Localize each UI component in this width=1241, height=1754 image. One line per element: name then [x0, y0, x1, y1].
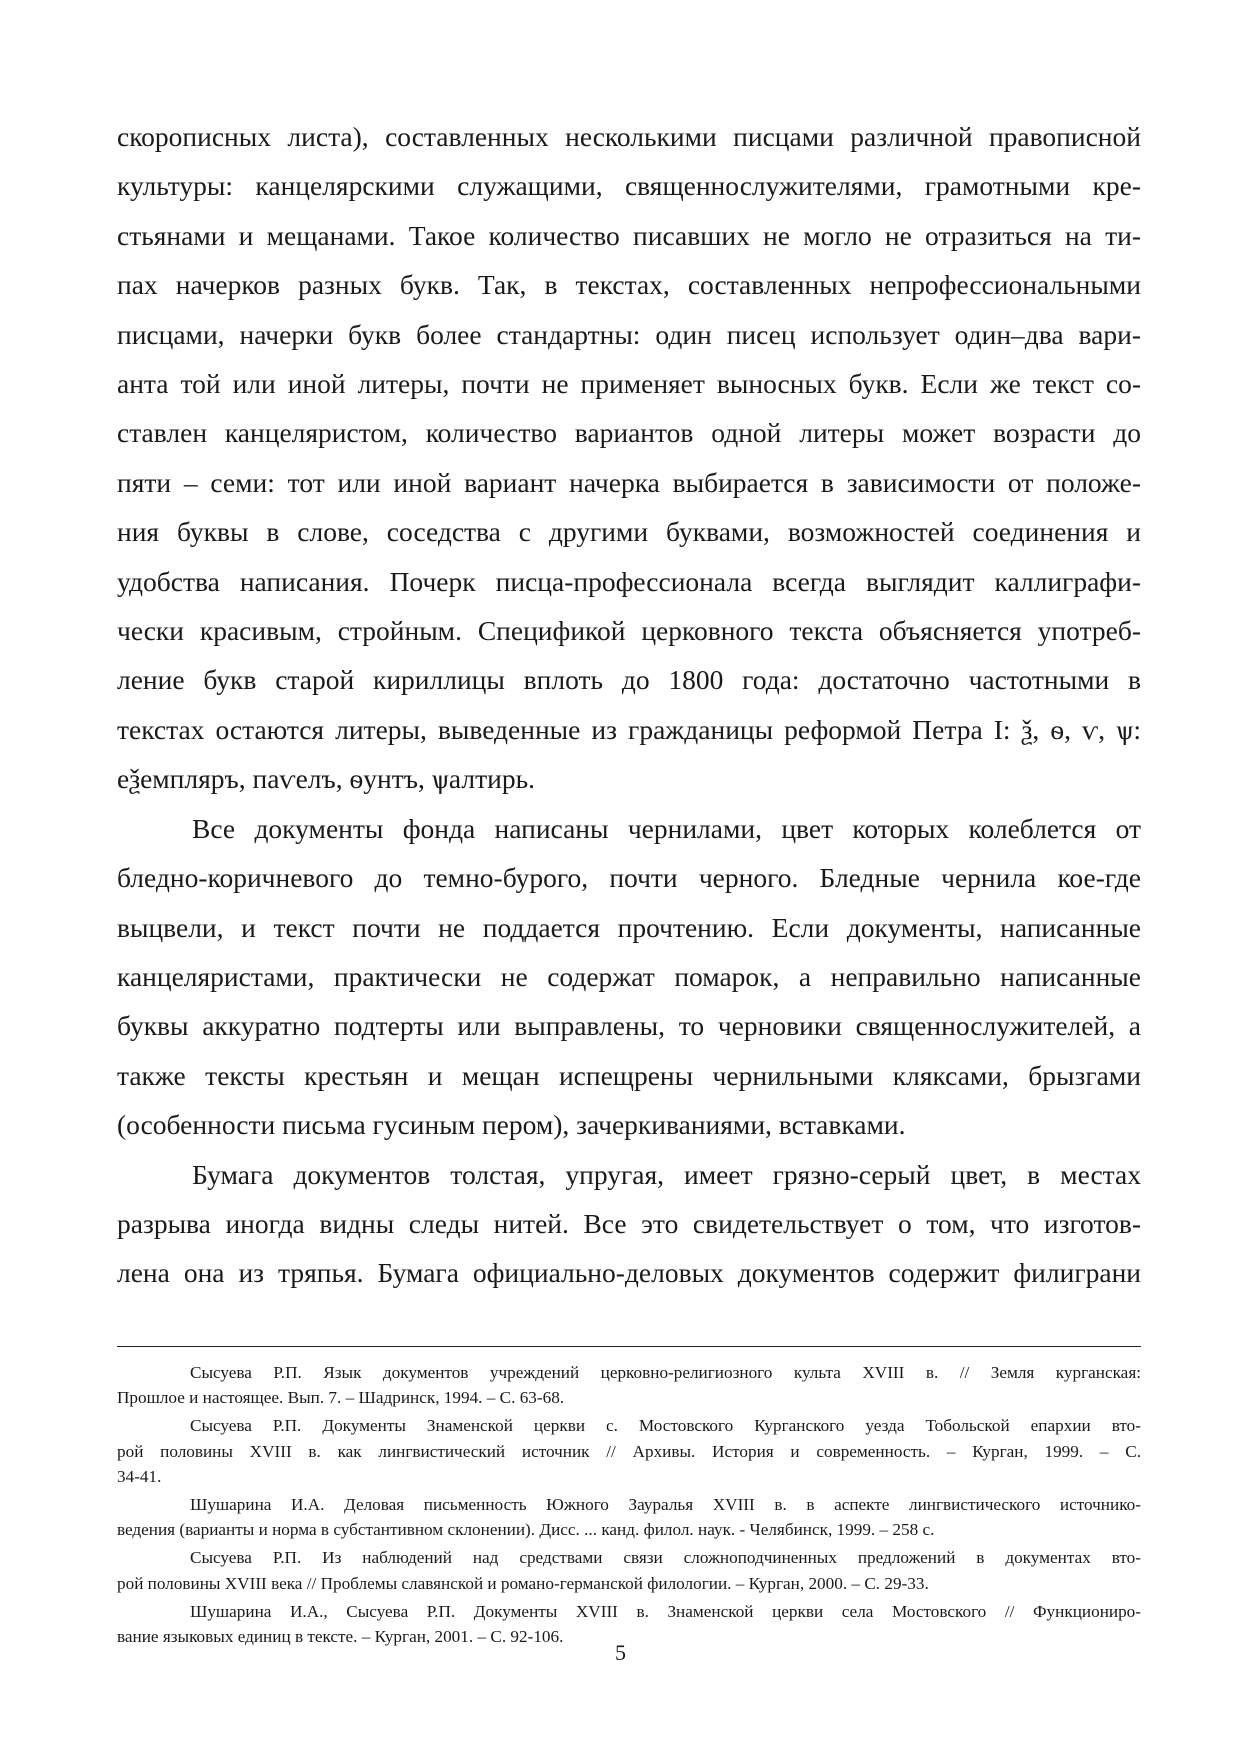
- text-line: ставлен канцеляристом, количество вариантов одной литеры может возрасти до: [117, 417, 1141, 449]
- text-line: бледно-коричневого до темно-бурого, почти черного. Бледные чернила кое-где: [117, 862, 1141, 894]
- footnotes: [117, 1360, 1141, 1652]
- text-line: еѯемпляръ, паѵелъ, ѳунтъ, ѱалтирь.: [117, 763, 535, 795]
- text-line: чески красивым, стройным. Спецификой церковного текста объясняется употреб-: [117, 615, 1141, 647]
- text-line: ния буквы в слове, соседства с другими буквами, возможностей соединения и: [117, 516, 1141, 548]
- footnote-line: Шушарина И.А., Сысуева Р.П. Документы XVIII в. Знаменской церкви села Мостовского // Функциониро-: [190, 1601, 1141, 1621]
- text-line: Бумага документов толстая, упругая, имеет грязно-серый цвет, в местах: [192, 1158, 1141, 1190]
- text-line: пах начерков разных букв. Так, в текстах, составленных непрофессиональными: [117, 269, 1141, 301]
- footnote-3: [117, 1492, 1141, 1542]
- footnote-line: рой половины XVIII века // Проблемы славянской и романо-германской филологии. – Курган, 2000. – С. 29-33.: [117, 1573, 929, 1593]
- paragraph-1: [117, 112, 1141, 804]
- text-line: пяти – семи: тот или иной вариант начерка выбирается в зависимости от положе-: [117, 466, 1141, 498]
- paragraph-2: [117, 804, 1141, 1150]
- footnote-line: Сысуева Р.П. Язык документов учреждений церковно-религиозного культа XVIII в. // Земля курганская:: [190, 1363, 1141, 1382]
- footnote-2: [117, 1413, 1141, 1489]
- text-line: канцеляристами, практически не содержат помарок, а неправильно написанные: [117, 960, 1141, 992]
- footnote-4: [117, 1545, 1141, 1595]
- text-line: удобства написания. Почерк писца-профессионала всегда выглядит каллиграфи-: [117, 565, 1141, 597]
- text-line: лена она из тряпья. Бумага официально-деловых документов содержит филиграни: [117, 1257, 1141, 1289]
- text-line: культуры: канцелярскими служащими, священнослужителями, грамотными кре-: [117, 170, 1141, 202]
- page-number: 5: [615, 1640, 626, 1665]
- text-line: разрыва иногда видны следы нитей. Все это свидетельствует о том, что изготов-: [117, 1207, 1141, 1239]
- text-line: текстах остаются литеры, выведенные из гражданицы реформой Петра I: ѯ, ѳ, ѵ, ѱ:: [117, 713, 1141, 745]
- text-line: анта той или иной литеры, почти не применяет выносных букв. Если же текст со-: [117, 368, 1141, 400]
- text-line: выцвели, и текст почти не поддается прочтению. Если документы, написанные: [117, 911, 1141, 943]
- footnote-line: 34-41.: [117, 1466, 162, 1486]
- text-line: писцами, начерки букв более стандартны: один писец использует один–два вари-: [117, 318, 1141, 350]
- text-line: также тексты крестьян и мещан испещрены чернильными кляксами, брызгами: [117, 1059, 1141, 1091]
- footnote-line: ведения (варианты и норма в субстантивном склонении). Дисс. ... канд. филол. наук. - Челябинск, 1999. – 258 с.: [117, 1520, 935, 1540]
- text-line: скорописных листа), составленных несколькими писцами различной правописной: [117, 121, 1141, 152]
- footnote-divider: [117, 1346, 1141, 1347]
- body-text: [117, 112, 1141, 1298]
- text-line: буквы аккуратно подтерты или выправлены, то черновики священнослужителей, а: [117, 1010, 1141, 1042]
- text-line: Все документы фонда написаны чернилами, цвет которых колеблется от: [192, 812, 1141, 844]
- paragraph-3: [117, 1150, 1141, 1298]
- text-line: стьянами и мещанами. Такое количество писавших не могло не отразиться на ти-: [117, 219, 1141, 251]
- footnote-line: Сысуева Р.П. Из наблюдений над средствами связи сложноподчиненных предложений в документах вто-: [190, 1548, 1141, 1568]
- footnote-line: рой половины XVIII в. как лингвистический источник // Архивы. История и современность. – Курган, 1999. – С.: [117, 1441, 1141, 1461]
- footnote-line: Сысуева Р.П. Документы Знаменской церкви с. Мостовского Курганского уезда Тобольской епархии вто-: [190, 1416, 1141, 1436]
- text-line: ление букв старой кириллицы вплоть до 1800 года: достаточно частотными в: [117, 664, 1141, 696]
- footnote-line: Прошлое и настоящее. Вып. 7. – Шадринск, 1994. – С. 63-68.: [117, 1388, 565, 1408]
- footnote-line: Шушарина И.А. Деловая письменность Южного Зауралья XVIII в. в аспекте лингвистического источнико-: [190, 1495, 1141, 1515]
- text-line: (особенности письма гусиным пером), зачеркиваниями, вставками.: [117, 1109, 906, 1141]
- footnote-line: вание языковых единиц в тексте. – Курган, 2001. – С. 92-106.: [117, 1627, 564, 1647]
- footnote-1: [117, 1360, 1141, 1410]
